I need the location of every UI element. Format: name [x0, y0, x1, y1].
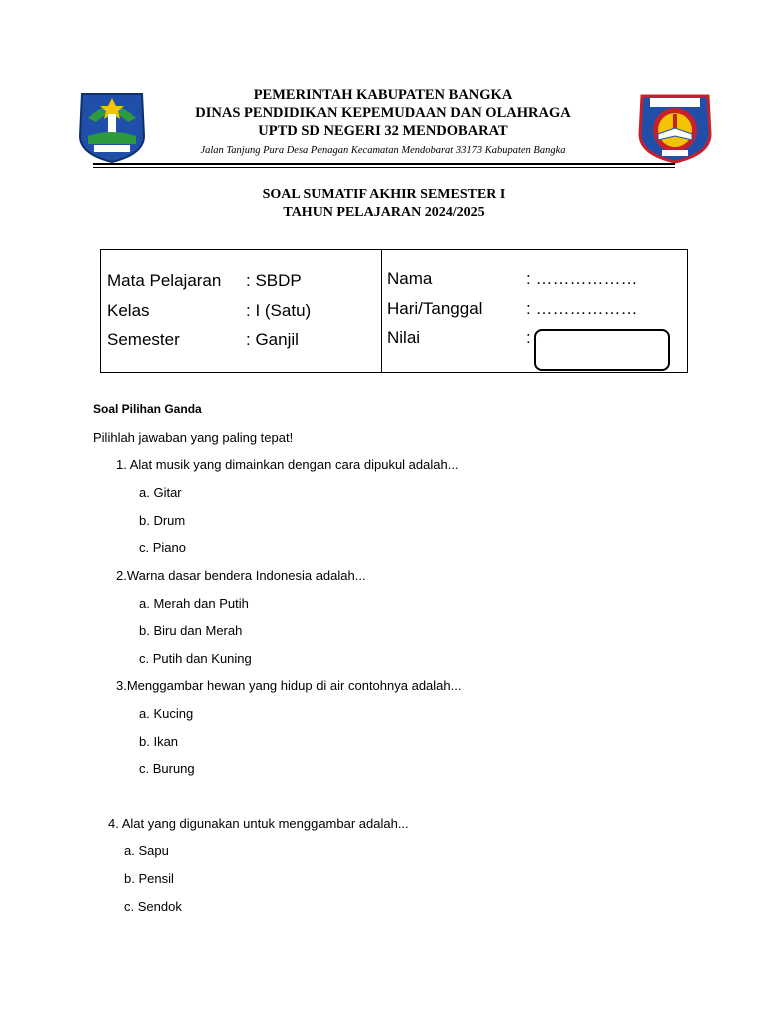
header-rule-thick [93, 163, 675, 165]
info-value: : [526, 328, 531, 347]
option: a. Merah dan Putih [139, 596, 249, 611]
option: b. Ikan [139, 734, 179, 749]
instruction-text: Pilihlah jawaban yang paling tepat! [93, 430, 294, 445]
info-label: Nilai [387, 328, 421, 347]
exam-title [93, 186, 675, 222]
option: b. Drum [139, 513, 186, 528]
question-2: 2.Warna dasar bendera Indonesia adalah... [116, 568, 366, 583]
option: a. Sapu [124, 843, 169, 858]
info-value: : I (Satu) [246, 301, 312, 320]
option: c. Sendok [124, 899, 182, 914]
info-value: : ……………… [526, 299, 638, 318]
exam-title-line1: SOAL SUMATIF AKHIR SEMESTER I [262, 187, 506, 202]
info-value: : Ganjil [246, 330, 299, 349]
option: b. Biru dan Merah [139, 623, 243, 638]
info-label: Kelas [107, 301, 150, 320]
header-rule-thin [93, 167, 675, 168]
option: b. Pensil [124, 871, 174, 886]
info-label: Mata Pelajaran [107, 271, 222, 290]
info-label: Semester [107, 330, 180, 349]
student-info-box [100, 249, 688, 373]
school-logo [638, 90, 712, 164]
exam-title-line2: TAHUN PELAJARAN 2024/2025 [283, 205, 485, 220]
info-label: Hari/Tanggal [387, 299, 483, 318]
info-value: : ……………… [526, 269, 638, 288]
letterhead [150, 86, 616, 158]
option: c. Piano [139, 540, 186, 555]
government-name: PEMERINTAH KABUPATEN BANGKA [253, 87, 513, 103]
school-name: UPTD SD NEGERI 32 MENDOBARAT [258, 123, 508, 139]
question-1: 1. Alat musik yang dimainkan dengan cara dipukul adalah... [116, 457, 459, 472]
question-3: 3.Menggambar hewan yang hidup di air contohnya adalah... [116, 678, 462, 693]
school-address: Jalan Tanjung Pura Desa Penagan Kecamatan Mendobarat 33173 Kabupaten Bangka [200, 145, 566, 156]
option: c. Putih dan Kuning [139, 651, 252, 666]
option: a. Kucing [139, 706, 194, 721]
kabupaten-bangka-logo [74, 88, 150, 164]
info-value: : SBDP [246, 271, 302, 290]
info-label: Nama [387, 269, 433, 288]
info-divider [381, 250, 382, 372]
department-name: DINAS PENDIDIKAN KEPEMUDAAN DAN OLAHRAGA [195, 105, 571, 121]
section-title: Soal Pilihan Ganda [93, 402, 202, 416]
score-box [534, 329, 670, 371]
question-4: 4. Alat yang digunakan untuk menggambar adalah... [108, 816, 409, 831]
option: c. Burung [139, 761, 195, 776]
option: a. Gitar [139, 485, 182, 500]
